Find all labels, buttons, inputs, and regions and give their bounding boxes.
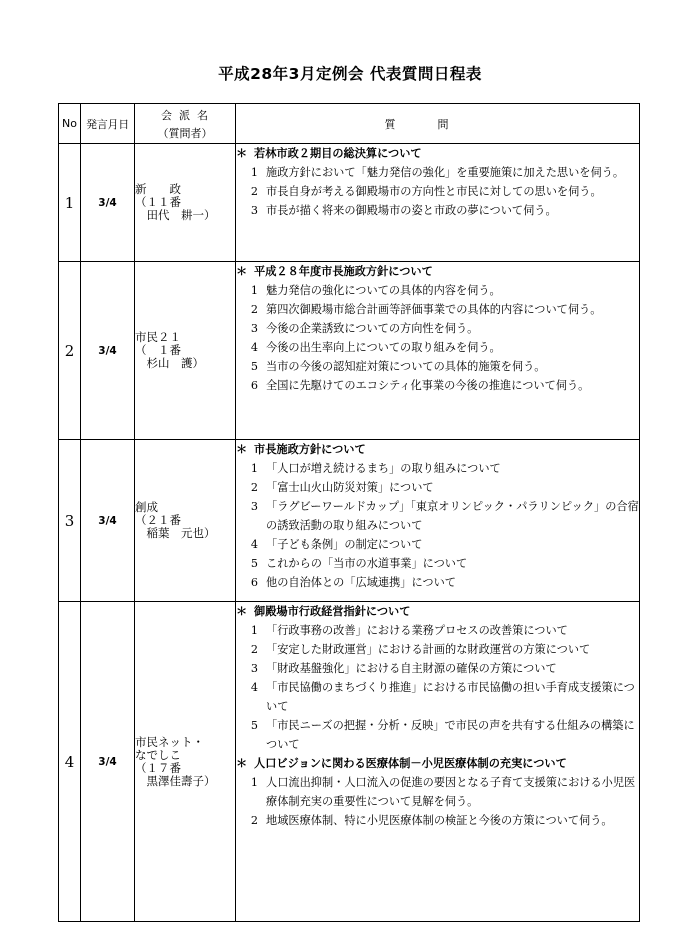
item-number: 4 bbox=[250, 341, 258, 354]
question-topic bbox=[236, 440, 639, 459]
item-text: 「市民協働のまちづくり推進」における市民協働の担い手育成支援策について bbox=[266, 681, 635, 713]
question-item bbox=[236, 811, 639, 830]
asterisk-icon: ＊ bbox=[236, 265, 248, 278]
table-row bbox=[59, 144, 640, 262]
item-number: 3 bbox=[250, 662, 258, 675]
faction-cell bbox=[135, 440, 236, 602]
schedule-body bbox=[59, 144, 640, 922]
question-item bbox=[236, 459, 639, 478]
asterisk-icon: ＊ bbox=[236, 757, 248, 770]
questions-cell bbox=[236, 602, 640, 922]
item-text: 「市民ニーズの把握・分析・反映」で市民の声を共有する仕組みの構築について bbox=[266, 719, 635, 751]
item-number: 2 bbox=[250, 481, 258, 494]
header-row bbox=[59, 104, 640, 144]
question-topic bbox=[236, 754, 639, 773]
question-item bbox=[236, 678, 639, 716]
speech-date: 3/4 bbox=[81, 144, 135, 262]
row-number: 3 bbox=[59, 440, 81, 602]
item-number: 4 bbox=[250, 538, 258, 551]
questions-cell bbox=[236, 144, 640, 262]
table-row bbox=[59, 440, 640, 602]
speech-date: 3/4 bbox=[81, 602, 135, 922]
question-item bbox=[236, 376, 639, 395]
question-item bbox=[236, 357, 639, 376]
item-number: 2 bbox=[250, 185, 258, 198]
question-item bbox=[236, 716, 639, 754]
item-number: 1 bbox=[250, 462, 258, 475]
item-text: 全国に先駆けてのエコシティ化事業の今後の推進について伺う。 bbox=[266, 379, 590, 392]
speech-date: 3/4 bbox=[81, 440, 135, 602]
row-number: 4 bbox=[59, 602, 81, 922]
question-item bbox=[236, 621, 639, 640]
faction-line: （１７番 bbox=[135, 760, 181, 775]
faction-line: 稲葉 元也） bbox=[135, 526, 216, 540]
item-number: 5 bbox=[250, 557, 258, 570]
item-number: 2 bbox=[250, 643, 258, 656]
item-text: 市長が描く将来の御殿場市の姿と市政の夢について伺う。 bbox=[266, 204, 557, 217]
item-text: 「行政事務の改善」における業務プロセスの改善策について bbox=[266, 624, 568, 637]
item-number: 3 bbox=[250, 204, 258, 217]
faction-cell bbox=[135, 602, 236, 922]
topic-title: 人口ビジョンに関わる医療体制－小児医療体制の充実について bbox=[254, 757, 567, 770]
faction-line: （１１番 bbox=[135, 195, 181, 209]
row-number: 2 bbox=[59, 262, 81, 440]
faction-line: 市民ネット・ bbox=[135, 734, 204, 749]
row-number: 1 bbox=[59, 144, 81, 262]
item-text: これからの「当市の水道事業」について bbox=[266, 557, 468, 570]
item-text: 「富士山火山防災対策」について bbox=[266, 481, 434, 494]
item-text: 「財政基盤強化」における自主財源の確保の方策について bbox=[266, 662, 557, 675]
header-group-subtitle: （質問者） bbox=[157, 126, 213, 140]
page-title: 平成28年3月定例会 代表質問日程表 bbox=[218, 65, 482, 83]
question-item bbox=[236, 338, 639, 357]
faction-line: （ １番 bbox=[135, 343, 181, 357]
item-number: 1 bbox=[250, 776, 258, 789]
item-text: 「人口が増え続けるまち」の取り組みについて bbox=[266, 462, 501, 475]
item-text: 「安定した財政運営」における計画的な財政運営の方策について bbox=[266, 643, 591, 656]
faction-cell bbox=[135, 144, 236, 262]
item-number: 2 bbox=[250, 814, 258, 827]
question-item bbox=[236, 659, 639, 678]
question-item bbox=[236, 182, 639, 201]
item-text: 人口流出抑制・人口流入の促進の要因となる子育て支援策における小児医療体制充実の重要性について見解を伺う。 bbox=[266, 776, 636, 808]
item-text: 他の自治体との「広域連携」について bbox=[266, 576, 456, 589]
topic-title: 市長施政方針について bbox=[254, 443, 366, 456]
header-questions: 質問 bbox=[236, 104, 640, 144]
item-number: 1 bbox=[250, 624, 258, 637]
item-text: 施政方針において「魅力発信の強化」を重要施策に加えた思いを伺う。 bbox=[266, 166, 625, 179]
topic-title: 御殿場市行政経営指針について bbox=[254, 605, 411, 618]
faction-line: 創成 bbox=[135, 500, 158, 514]
question-topic bbox=[236, 144, 639, 163]
item-text: 「子ども条例」の制定について bbox=[266, 538, 423, 551]
item-text: 市長自身が考える御殿場市の方向性と市民に対しての思いを伺う。 bbox=[266, 185, 602, 198]
question-item bbox=[236, 773, 639, 811]
question-topic bbox=[236, 262, 639, 281]
item-number: 6 bbox=[250, 379, 258, 392]
item-text: 第四次御殿場市総合計画等評価事業での具体的内容について伺う。 bbox=[266, 303, 602, 316]
questions-cell bbox=[236, 440, 640, 602]
faction-line: 市民２１ bbox=[135, 330, 181, 344]
question-item bbox=[236, 573, 639, 592]
item-number: 3 bbox=[250, 500, 258, 513]
table-row bbox=[59, 602, 640, 922]
schedule-table bbox=[58, 103, 640, 922]
item-number: 5 bbox=[250, 360, 258, 373]
asterisk-icon: ＊ bbox=[236, 147, 248, 160]
item-number: 1 bbox=[250, 284, 258, 297]
question-item bbox=[236, 640, 639, 659]
faction-line: 田代 耕一） bbox=[135, 208, 216, 222]
topic-title: 若林市政２期目の総決算について bbox=[254, 147, 422, 160]
item-text: 魅力発信の強化についての具体的内容を伺う。 bbox=[266, 284, 501, 297]
item-text: 「ラグビーワールドカップ」「東京オリンピック・パラリンピック」の合宿の誘致活動の取り組みについて bbox=[266, 500, 639, 532]
faction-line: （２１番 bbox=[135, 513, 181, 527]
item-text: 地域医療体制、特に小児医療体制の検証と今後の方策について伺う。 bbox=[266, 814, 613, 827]
header-group-title: 会派名 bbox=[161, 108, 215, 122]
header-date: 発言月日 bbox=[81, 104, 135, 144]
item-text: 今後の企業誘致についての方向性を伺う。 bbox=[266, 322, 479, 335]
item-text: 当市の今後の認知症対策についての具体的施策を伺う。 bbox=[266, 360, 546, 373]
speech-date: 3/4 bbox=[81, 262, 135, 440]
item-number: 3 bbox=[250, 322, 258, 335]
item-text: 今後の出生率向上についての取り組みを伺う。 bbox=[266, 341, 501, 354]
question-item bbox=[236, 535, 639, 554]
faction-line: 杉山 護） bbox=[135, 356, 204, 370]
question-item bbox=[236, 163, 639, 182]
header-group bbox=[135, 104, 236, 144]
question-item bbox=[236, 554, 639, 573]
faction-cell bbox=[135, 262, 236, 440]
question-item bbox=[236, 319, 639, 338]
faction-line: 新 政 bbox=[135, 182, 181, 196]
item-number: 4 bbox=[250, 681, 258, 694]
question-item bbox=[236, 201, 639, 220]
questions-cell bbox=[236, 262, 640, 440]
faction-line: なでしこ bbox=[135, 747, 181, 762]
item-number: 1 bbox=[250, 166, 258, 179]
header-no: No bbox=[59, 104, 81, 144]
question-topic bbox=[236, 602, 639, 621]
item-number: 5 bbox=[250, 719, 258, 732]
asterisk-icon: ＊ bbox=[236, 605, 248, 618]
item-number: 6 bbox=[250, 576, 258, 589]
question-item bbox=[236, 281, 639, 300]
item-number: 2 bbox=[250, 303, 258, 316]
faction-line: 黒澤佳壽子） bbox=[135, 773, 216, 788]
question-item bbox=[236, 478, 639, 497]
topic-title: 平成２８年度市長施政方針について bbox=[254, 265, 433, 278]
table-row bbox=[59, 262, 640, 440]
asterisk-icon: ＊ bbox=[236, 443, 248, 456]
question-item bbox=[236, 300, 639, 319]
question-item bbox=[236, 497, 639, 535]
